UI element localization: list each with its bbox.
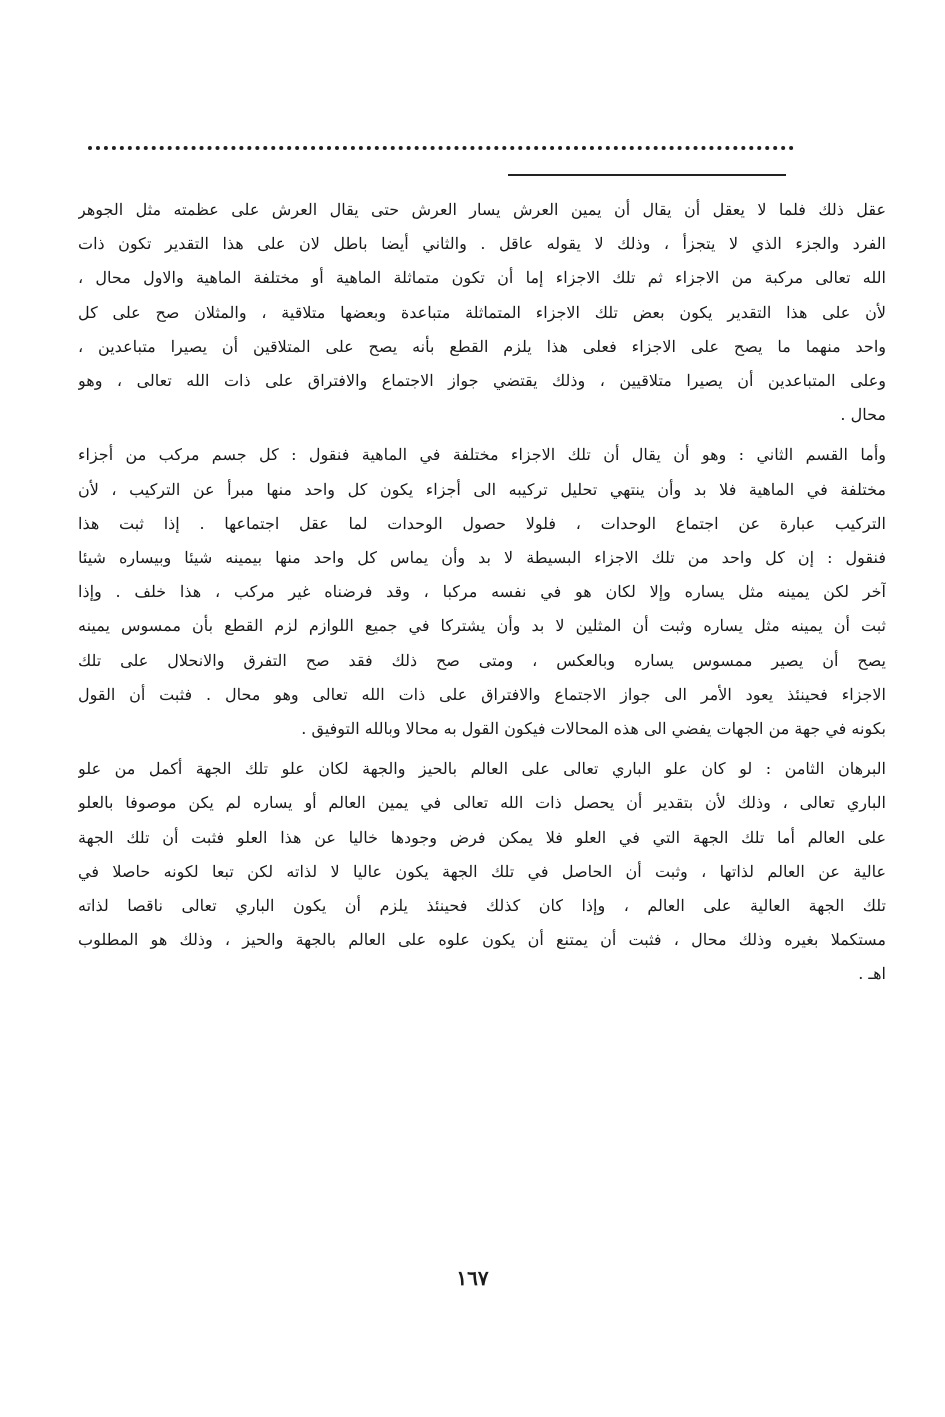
- text-line: الفرد والجزء الذي لا يتجزأ ، وذلك لا يقوله عاقل . والثاني أيضا باطل لان على هذا التقدير تكون ذات: [78, 234, 886, 254]
- paragraph-1: [78, 193, 886, 432]
- text-line: عقل ذلك فلما لا يعقل أن يقال أن يمين العرش يسار العرش حتى يقال العرش على عظمته مثل الجوهر: [78, 200, 886, 219]
- text-line: ثبت أن يمينه مثل يساره وثبت أن المثلين لا بد وأن يشتركا في جميع اللوازم لزم القطع بأن ممسوس يمينه: [78, 616, 886, 636]
- paragraph-2: [78, 438, 886, 746]
- text-line: مستكملا بغيره وذلك محال ، فثبت أن يمتنع أن يكون علوه على العالم بالجهة والحيز ، وذلك هو المطلوب: [78, 930, 886, 950]
- text-line: عالية عن العالم لذاتها ، وثبت أن الحاصل في تلك الجهة يكون عاليا لا لذاته لكن تبعا لكونه حاصلا في: [78, 861, 886, 881]
- text-line: آخر لكن يمينه مثل يساره وإلا لكان هو في نفسه مركبا ، وقد فرضناه غير مركب ، هذا خلف . وإذا: [78, 582, 886, 602]
- text-line: الاجزاء فحينئذ يعود الأمر الى جواز الاجتماع والافتراق على ذات الله تعالى وهو محال . فثبت أن القول: [78, 684, 886, 704]
- text-line: مختلفة في الماهية فلا بد وأن ينتهي تحليل تركيبه الى أجزاء يكون كل واحد منها مبرأ عن التركيب ، لأن: [78, 479, 886, 499]
- header-rule: [508, 174, 786, 176]
- text-line: وأما القسم الثاني : وهو أن يقال أن تلك الاجزاء مختلفة في الماهية فنقول : كل جسم مركب من أجزاء: [78, 445, 886, 465]
- text-line: يصح أن يصير ممسوس يساره وبالعكس ، ومتى صح ذلك فقد صح التفرق والانحلال على تلك: [78, 650, 886, 670]
- paragraph-3: [78, 752, 886, 991]
- text-line: الله تعالى مركبة من الاجزاء ثم تلك الاجزاء إما أن تكون متماثلة الماهية أو مختلفة الماهية والاول محال ،: [78, 268, 886, 288]
- header-dotted-line: [88, 146, 794, 160]
- page-body: [78, 193, 886, 998]
- text-line: البرهان الثامن : لو كان علو الباري تعالى على العالم بالحيز والجهة لكان علو تلك الجهة أكمل من علو: [78, 759, 886, 779]
- text-line: اهـ .: [858, 964, 886, 984]
- text-line: لأن على هذا التقدير يكون بعض تلك الاجزاء المتماثلة متباعدة وبعضها متلاقية ، والمثلان صح على كل: [78, 302, 886, 322]
- text-line: الباري تعالى ، وذلك لأن بتقدير أن يحصل ذات الله تعالى في يمين العالم أو يساره لم يكن موصوفا بالعلو: [78, 793, 886, 813]
- text-line: واحد منهما ما يصح على الاجزاء فعلى هذا يلزم القطع بأنه يصح على المتلاقين أن يصيرا متباعدين ،: [78, 336, 886, 356]
- text-line: تلك الجهة العالية على العالم ، وإذا كان كذلك فحينئذ يلزم أن يكون الباري تعالى ناقصا لذاته: [78, 896, 886, 916]
- text-line: على العالم أما تلك الجهة التي في العلو فلا يمكن فرض وجودها خاليا عن هذا العلو فثبت أن تلك الجهة: [78, 827, 886, 847]
- page-number: ١٦٧: [456, 1266, 489, 1290]
- text-line: فنقول : إن كل واحد من تلك الاجزاء البسيطة لا بد وأن يماس كل واحد منها بيمينه شيئا وبيساره شيئا: [78, 548, 886, 568]
- text-line: بكونه في جهة من الجهات يفضي الى هذه المحالات فيكون القول به محالا وبالله التوفيق .: [301, 719, 886, 739]
- text-line: وعلى المتباعدين أن يصيرا متلاقيين ، وذلك يقتضي جواز الاجتماع والافتراق على ذات الله تعالى ، وهو: [78, 371, 886, 391]
- text-line: محال .: [840, 405, 886, 425]
- text-line: التركيب عبارة عن اجتماع الوحدات ، فلولا حصول الوحدات لما عقل اجتماعها . إذا ثبت هذا: [78, 513, 886, 533]
